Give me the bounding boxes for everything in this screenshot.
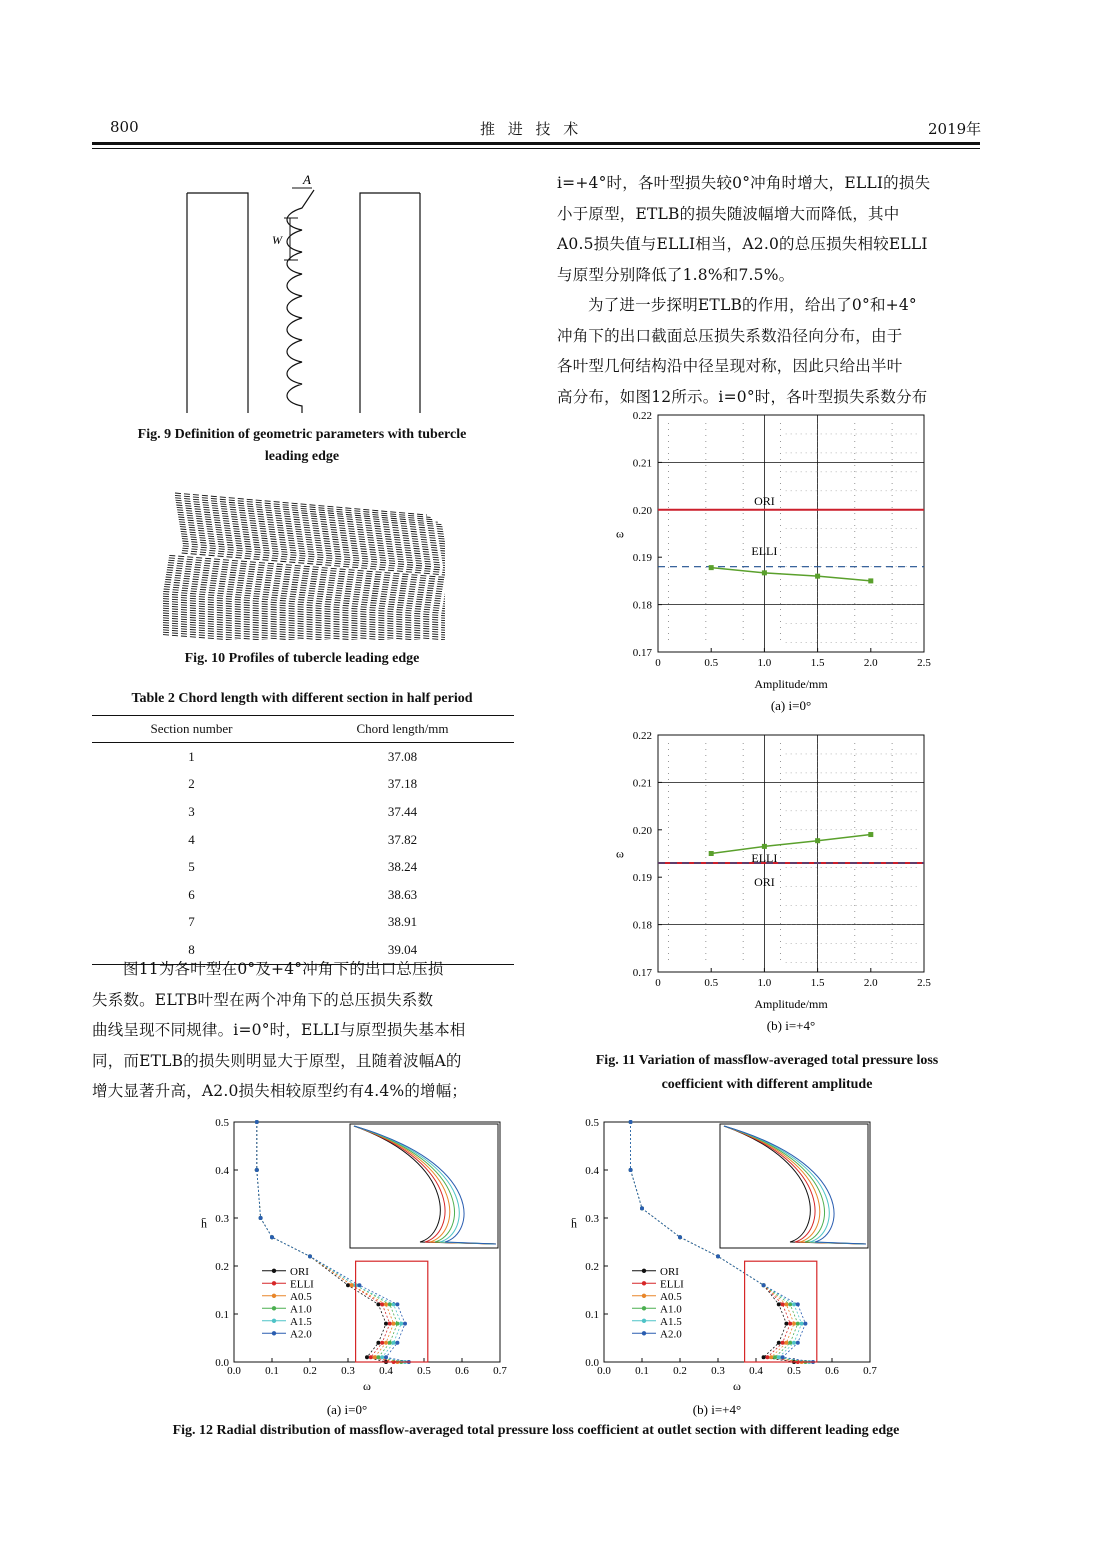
series-point [777, 1302, 781, 1306]
x-tick-label: 0 [655, 977, 661, 989]
y-tick-label: 0.22 [632, 410, 652, 422]
series-point [308, 1254, 312, 1258]
fig10-hatch-line [163, 623, 445, 640]
x-tick-label: 2.0 [863, 657, 878, 669]
x-tick-label: 0.1 [265, 1365, 279, 1377]
series-point [762, 1355, 766, 1359]
fig10-hatch-line [165, 579, 445, 601]
x-tick-label: 0.6 [455, 1365, 469, 1377]
series-point [392, 1341, 396, 1345]
panel-label: (b) i=+4° [692, 1402, 742, 1417]
fig10-hatch-line [182, 541, 445, 563]
y-tick-label: 0.18 [632, 599, 652, 612]
table-cell-section: 5 [188, 859, 195, 875]
series-point [629, 1120, 633, 1124]
fig10-hatch-line [163, 611, 445, 633]
table-cell-chord: 37.44 [387, 803, 418, 819]
series-point [773, 1355, 777, 1359]
table-cell-chord: 38.63 [387, 886, 418, 902]
series-point [270, 1235, 274, 1239]
series-point [796, 1322, 800, 1326]
x-tick-label: 2.5 [917, 657, 931, 669]
series-point [629, 1168, 633, 1172]
series-point [392, 1322, 396, 1326]
etlb-line [711, 568, 871, 581]
y-tick-label: 0.19 [632, 872, 652, 885]
fig10-hatch-line [177, 507, 445, 529]
x-tick-label: 0.7 [863, 1365, 877, 1377]
left-line-5: 增大显著升高，A2.0损失相较原型约有4.4%的增幅； [92, 1082, 468, 1100]
series-point [769, 1355, 773, 1359]
series-point [762, 1283, 766, 1287]
x-tick-label: 0.2 [303, 1365, 317, 1377]
series-point [399, 1322, 403, 1326]
x-tick-label: 0.0 [227, 1365, 241, 1377]
series-point [781, 1302, 785, 1306]
x-tick-label: 0.2 [673, 1365, 687, 1377]
legend-label: ORI [290, 1265, 309, 1278]
fig10-hatch-line [181, 534, 445, 556]
right-line-6: 冲角下的出口截面总压损失系数沿径向分布，由于 [557, 326, 903, 345]
series-point [784, 1322, 788, 1326]
zoom-box [356, 1261, 428, 1362]
table-cell-section: 1 [188, 748, 195, 764]
x-axis-label: Amplitude/mm [754, 997, 828, 1011]
y-tick-label: 0.19 [632, 552, 652, 565]
legend-marker [272, 1331, 276, 1335]
left-paragraph [92, 954, 516, 1107]
fig11a-chart [600, 405, 950, 725]
fig10-hatch-line [163, 608, 445, 630]
series-point [777, 1341, 781, 1345]
series-point [678, 1235, 682, 1239]
series-point [781, 1355, 785, 1359]
x-tick-label: 0.6 [825, 1365, 839, 1377]
y-tick-label: 0.17 [632, 647, 652, 659]
y-tick-label: 0.2 [585, 1261, 599, 1273]
series-point [384, 1341, 388, 1345]
table2 [92, 715, 514, 965]
left-line-1: 图11为各叶型在0°及+4°冲角下的出口总压损 [123, 960, 444, 978]
fig10-hatch-line [180, 529, 445, 551]
table-row [92, 853, 514, 881]
legend-marker [272, 1269, 276, 1273]
y-tick-label: 0.0 [585, 1357, 599, 1369]
y-tick-label: 0.18 [632, 919, 652, 932]
fig10-hatch-line [164, 587, 445, 609]
x-tick-label: 0.7 [493, 1365, 507, 1377]
x-tick-label: 1.0 [757, 977, 772, 989]
x-axis-label: Amplitude/mm [754, 677, 828, 691]
plot-frame [658, 735, 924, 972]
series-point [392, 1302, 396, 1306]
right-line-2: 小于原型，ETLB的损失随波幅增大而降低，其中 [557, 204, 900, 223]
fig10-hatch-line [163, 606, 445, 628]
right-line-8: 高分布，如图12所示。i=0°时，各叶型损失系数分布 [557, 387, 928, 406]
ori-label: ORI [754, 875, 775, 889]
series-point [800, 1322, 804, 1326]
legend-label: A1.0 [290, 1303, 312, 1316]
etlb-point [868, 832, 873, 837]
series-point [784, 1341, 788, 1345]
x-tick-label: 0.3 [711, 1365, 725, 1377]
table2-header-chord: Chord length/mm [291, 716, 514, 743]
left-line-4: 同，而ETLB的损失则明显大于原型，且随着波幅A的 [92, 1051, 462, 1070]
fig9-caption-2: leading edge [264, 449, 340, 464]
series-point [781, 1341, 785, 1345]
fig10-hatch-line [163, 603, 445, 625]
right-line-3: A0.5损失值与ELLI相当，A2.0的总压损失相较ELLI [557, 235, 928, 253]
fig10-hatch-line [164, 589, 445, 611]
table-cell-chord: 37.82 [387, 831, 418, 847]
legend-label: A1.5 [290, 1315, 312, 1328]
fig10-hatch-line [179, 519, 445, 541]
x-tick-label: 0.4 [379, 1365, 393, 1377]
x-axis-label: ω [733, 1379, 741, 1393]
y-tick-label: 0.20 [632, 824, 652, 837]
legend-marker [272, 1281, 276, 1285]
fig10-hatch-line [175, 498, 434, 520]
legend-label: A0.5 [660, 1290, 682, 1303]
fig10-hatch-line [167, 570, 445, 592]
fig12-caption: Fig. 12 Radial distribution of massflow-averaged total pressure loss coefficient at outlet section with different leading edge [172, 1423, 900, 1438]
table-row [92, 826, 514, 854]
elli-label: ELLI [751, 851, 778, 865]
y-tick-label: 0.2 [215, 1261, 229, 1273]
y-axis-label: h̄ [571, 1216, 577, 1231]
legend-marker [642, 1281, 646, 1285]
fig10-hatch-line [178, 515, 445, 537]
series-point [259, 1216, 263, 1220]
series-point [380, 1355, 384, 1359]
y-tick-label: 0.3 [585, 1213, 599, 1225]
series-point [777, 1355, 781, 1359]
x-tick-label: 0.3 [341, 1365, 355, 1377]
legend-label: ELLI [660, 1278, 684, 1291]
x-tick-label: 1.0 [757, 657, 772, 669]
y-axis-label: ω [616, 526, 624, 541]
fig10-hatch-line [169, 558, 445, 580]
fig10-hatch-line [163, 632, 445, 640]
fig10-hatch-line [182, 539, 445, 561]
series-point [384, 1322, 388, 1326]
legend-label: ORI [660, 1265, 679, 1278]
legend-marker [272, 1319, 276, 1323]
y-axis-label: ω [616, 846, 624, 861]
fig10-hatch-line [180, 527, 445, 549]
x-tick-label: 1.5 [810, 657, 825, 669]
fig10-hatch-line [164, 584, 445, 606]
table-cell-chord: 39.04 [291, 936, 514, 964]
table-cell-chord: 37.18 [387, 776, 418, 792]
legend-marker [642, 1269, 646, 1273]
elli-label: ELLI [751, 544, 778, 558]
x-tick-label: 0.5 [704, 977, 719, 989]
etlb-line [711, 835, 871, 854]
fig10-hatch-line [179, 522, 445, 544]
y-tick-label: 0.1 [585, 1309, 599, 1321]
inset-frame [720, 1124, 868, 1248]
fig10-hatch-line [183, 543, 445, 565]
y-tick-label: 0.5 [215, 1117, 229, 1129]
series-point [395, 1341, 399, 1345]
fig10-hatch-line [163, 615, 445, 637]
series-point [765, 1355, 769, 1359]
legend-marker [642, 1306, 646, 1310]
zoom-box [745, 1261, 817, 1362]
series-point [788, 1341, 792, 1345]
fig11b-chart [600, 725, 950, 1045]
series-point [380, 1341, 384, 1345]
etlb-point [815, 838, 820, 843]
series-point [788, 1322, 792, 1326]
series-point [384, 1355, 388, 1359]
x-tick-label: 2.5 [917, 977, 931, 989]
series-point [376, 1355, 380, 1359]
fig9-label-a: A [303, 172, 311, 187]
table-cell-section: 4 [188, 831, 195, 847]
series-point [384, 1302, 388, 1306]
series-point [376, 1341, 380, 1345]
series-point [796, 1302, 800, 1306]
table-cell-chord: 38.24 [387, 859, 418, 875]
y-tick-label: 0.17 [632, 967, 652, 979]
series-point [388, 1341, 392, 1345]
y-tick-label: 0.21 [632, 777, 652, 790]
legend-label: A2.0 [660, 1328, 682, 1341]
legend-label: A1.5 [660, 1315, 682, 1328]
series-point [792, 1341, 796, 1345]
fig10-hatch-line [163, 596, 445, 618]
legend-label: A1.0 [660, 1303, 682, 1316]
x-tick-label: 0.1 [635, 1365, 649, 1377]
etlb-point [709, 565, 714, 570]
fig10-hatch-line [165, 582, 445, 604]
page-number: 800 [110, 118, 139, 136]
series-point [395, 1322, 399, 1326]
legend-marker [272, 1294, 276, 1298]
fig10-hatch-line [163, 627, 445, 640]
table-cell-section: 3 [188, 803, 195, 819]
legend-marker [642, 1294, 646, 1298]
panel-label: (a) i=0° [326, 1402, 368, 1417]
series-point [388, 1322, 392, 1326]
fig9-drawing [180, 168, 430, 418]
fig10-hatch-line [180, 524, 445, 546]
table-row [92, 771, 514, 799]
x-tick-label: 0.4 [749, 1365, 763, 1377]
panel-label: (a) i=0° [770, 698, 812, 713]
series-point [640, 1206, 644, 1210]
series-point [255, 1168, 259, 1172]
series-point [716, 1254, 720, 1258]
plot-frame [658, 415, 924, 652]
etlb-point [868, 578, 873, 583]
series-point [365, 1355, 369, 1359]
fig10-hatch-line [175, 493, 427, 515]
series-point [803, 1322, 807, 1326]
y-tick-label: 0.4 [585, 1165, 599, 1177]
y-tick-label: 0.1 [215, 1309, 229, 1321]
panel-label: (b) i=+4° [766, 1018, 816, 1033]
fig10-hatch-line [166, 572, 445, 594]
fig10-hatch-line [176, 500, 438, 522]
fig12a-chart [190, 1112, 520, 1424]
fig10-hatch-line [178, 517, 445, 539]
y-tick-label: 0.20 [632, 504, 652, 517]
fig10-hatch-line [163, 625, 445, 640]
table-cell-section: 6 [188, 886, 195, 902]
x-tick-label: 0 [655, 657, 661, 669]
fig10-hatch-line [163, 630, 445, 640]
y-tick-label: 0.0 [215, 1357, 229, 1369]
journal-title: 推 进 技 术 [480, 120, 583, 138]
series-point [796, 1341, 800, 1345]
right-line-1: i=+4°时，各叶型损失较0°冲角时增大，ELLI的损失 [557, 174, 931, 192]
fig11-caption-2: coefficient with different amplitude [661, 1077, 873, 1092]
etlb-point [762, 844, 767, 849]
x-tick-label: 0.5 [704, 657, 719, 669]
x-tick-label: 1.5 [810, 977, 825, 989]
series-point [357, 1283, 361, 1287]
legend-marker [272, 1306, 276, 1310]
table-row [92, 909, 514, 937]
legend-marker [642, 1319, 646, 1323]
series-point [373, 1355, 377, 1359]
fig10-hatch-line [168, 565, 445, 587]
x-tick-label: 0.0 [597, 1365, 611, 1377]
fig10-hatch-line [175, 495, 431, 517]
table-cell-section: 2 [188, 776, 195, 792]
fig10-hatch-line [176, 503, 441, 525]
x-tick-label: 0.5 [417, 1365, 431, 1377]
y-axis-label: h̄ [201, 1216, 207, 1231]
series-point [369, 1355, 373, 1359]
x-tick-label: 0.5 [787, 1365, 801, 1377]
fig10-hatch-line [166, 575, 445, 597]
x-tick-label: 2.0 [863, 977, 878, 989]
header-rule [92, 142, 980, 145]
table2-header-section: Section number [92, 716, 291, 743]
fig9-label-w: W [272, 233, 282, 247]
table-row [92, 743, 514, 771]
etlb-point [709, 851, 714, 856]
fig12b-chart [560, 1112, 890, 1424]
fig10-hatch-line [163, 618, 445, 640]
fig10-hatch-line [166, 577, 445, 599]
right-line-4: 与原型分别降低了1.8%和7.5%。 [557, 265, 795, 284]
fig10-hatch-line [163, 599, 445, 621]
left-line-2: 失系数。ELTB叶型在两个冲角下的总压损失系数 [92, 990, 434, 1009]
legend-marker [642, 1331, 646, 1335]
fig10-hatch-line [163, 594, 445, 616]
etlb-point [762, 570, 767, 575]
right-line-5: 为了进一步探明ETLB的作用，给出了0°和+4° [588, 296, 917, 314]
inset-frame [350, 1124, 498, 1248]
fig10-hatch-line [182, 536, 445, 558]
right-paragraph [557, 168, 981, 412]
fig10-hatch-line [163, 613, 445, 635]
series-point [784, 1302, 788, 1306]
series-point [403, 1322, 407, 1326]
fig9-caption-1: Fig. 9 Definition of geometric parameters with tubercle [137, 427, 467, 442]
series-point [255, 1120, 259, 1124]
fig10-hatch-line [176, 505, 445, 527]
table2-caption: Table 2 Chord length with different section in half period [131, 691, 473, 706]
fig11-caption-1: Fig. 11 Variation of massflow-averaged total pressure loss [595, 1053, 939, 1068]
fig10-drawing [155, 485, 465, 640]
ori-label: ORI [754, 494, 775, 508]
fig10-hatch-line [163, 635, 445, 640]
left-line-3: 曲线呈现不同规律。i=0°时，ELLI与原型损失基本相 [92, 1021, 466, 1039]
legend-label: ELLI [290, 1278, 314, 1291]
fig10-hatch-line [163, 601, 445, 623]
fig10-hatch-line [163, 591, 445, 613]
series-point [792, 1322, 796, 1326]
series-point [388, 1302, 392, 1306]
y-tick-label: 0.4 [215, 1165, 229, 1177]
fig10-hatch-line [168, 563, 445, 585]
etlb-point [815, 574, 820, 579]
y-tick-label: 0.3 [215, 1213, 229, 1225]
table-row [92, 798, 514, 826]
y-tick-label: 0.21 [632, 457, 652, 470]
legend-label: A2.0 [290, 1328, 312, 1341]
fig10-hatch-line [181, 531, 445, 553]
series-point [395, 1302, 399, 1306]
table-cell-section: 7 [188, 914, 195, 930]
year: 2019年 [928, 120, 982, 138]
fig10-caption: Fig. 10 Profiles of tubercle leading edge [184, 651, 420, 666]
y-tick-label: 0.5 [585, 1117, 599, 1129]
fig10-hatch-line [163, 620, 445, 640]
right-line-7: 各叶型几何结构沿中径呈现对称，因此只给出半叶 [557, 357, 903, 375]
table-cell-section: 8 [92, 936, 291, 964]
y-tick-label: 0.22 [632, 730, 652, 742]
fig10-hatch-line [168, 560, 445, 582]
table-cell-chord: 37.08 [387, 748, 418, 764]
fig10-hatch-line [167, 567, 445, 589]
legend-label: A0.5 [290, 1290, 312, 1303]
header-rule-thin [92, 148, 980, 149]
x-axis-label: ω [363, 1379, 371, 1393]
table-cell-chord: 38.91 [387, 914, 418, 930]
table-row [92, 881, 514, 909]
